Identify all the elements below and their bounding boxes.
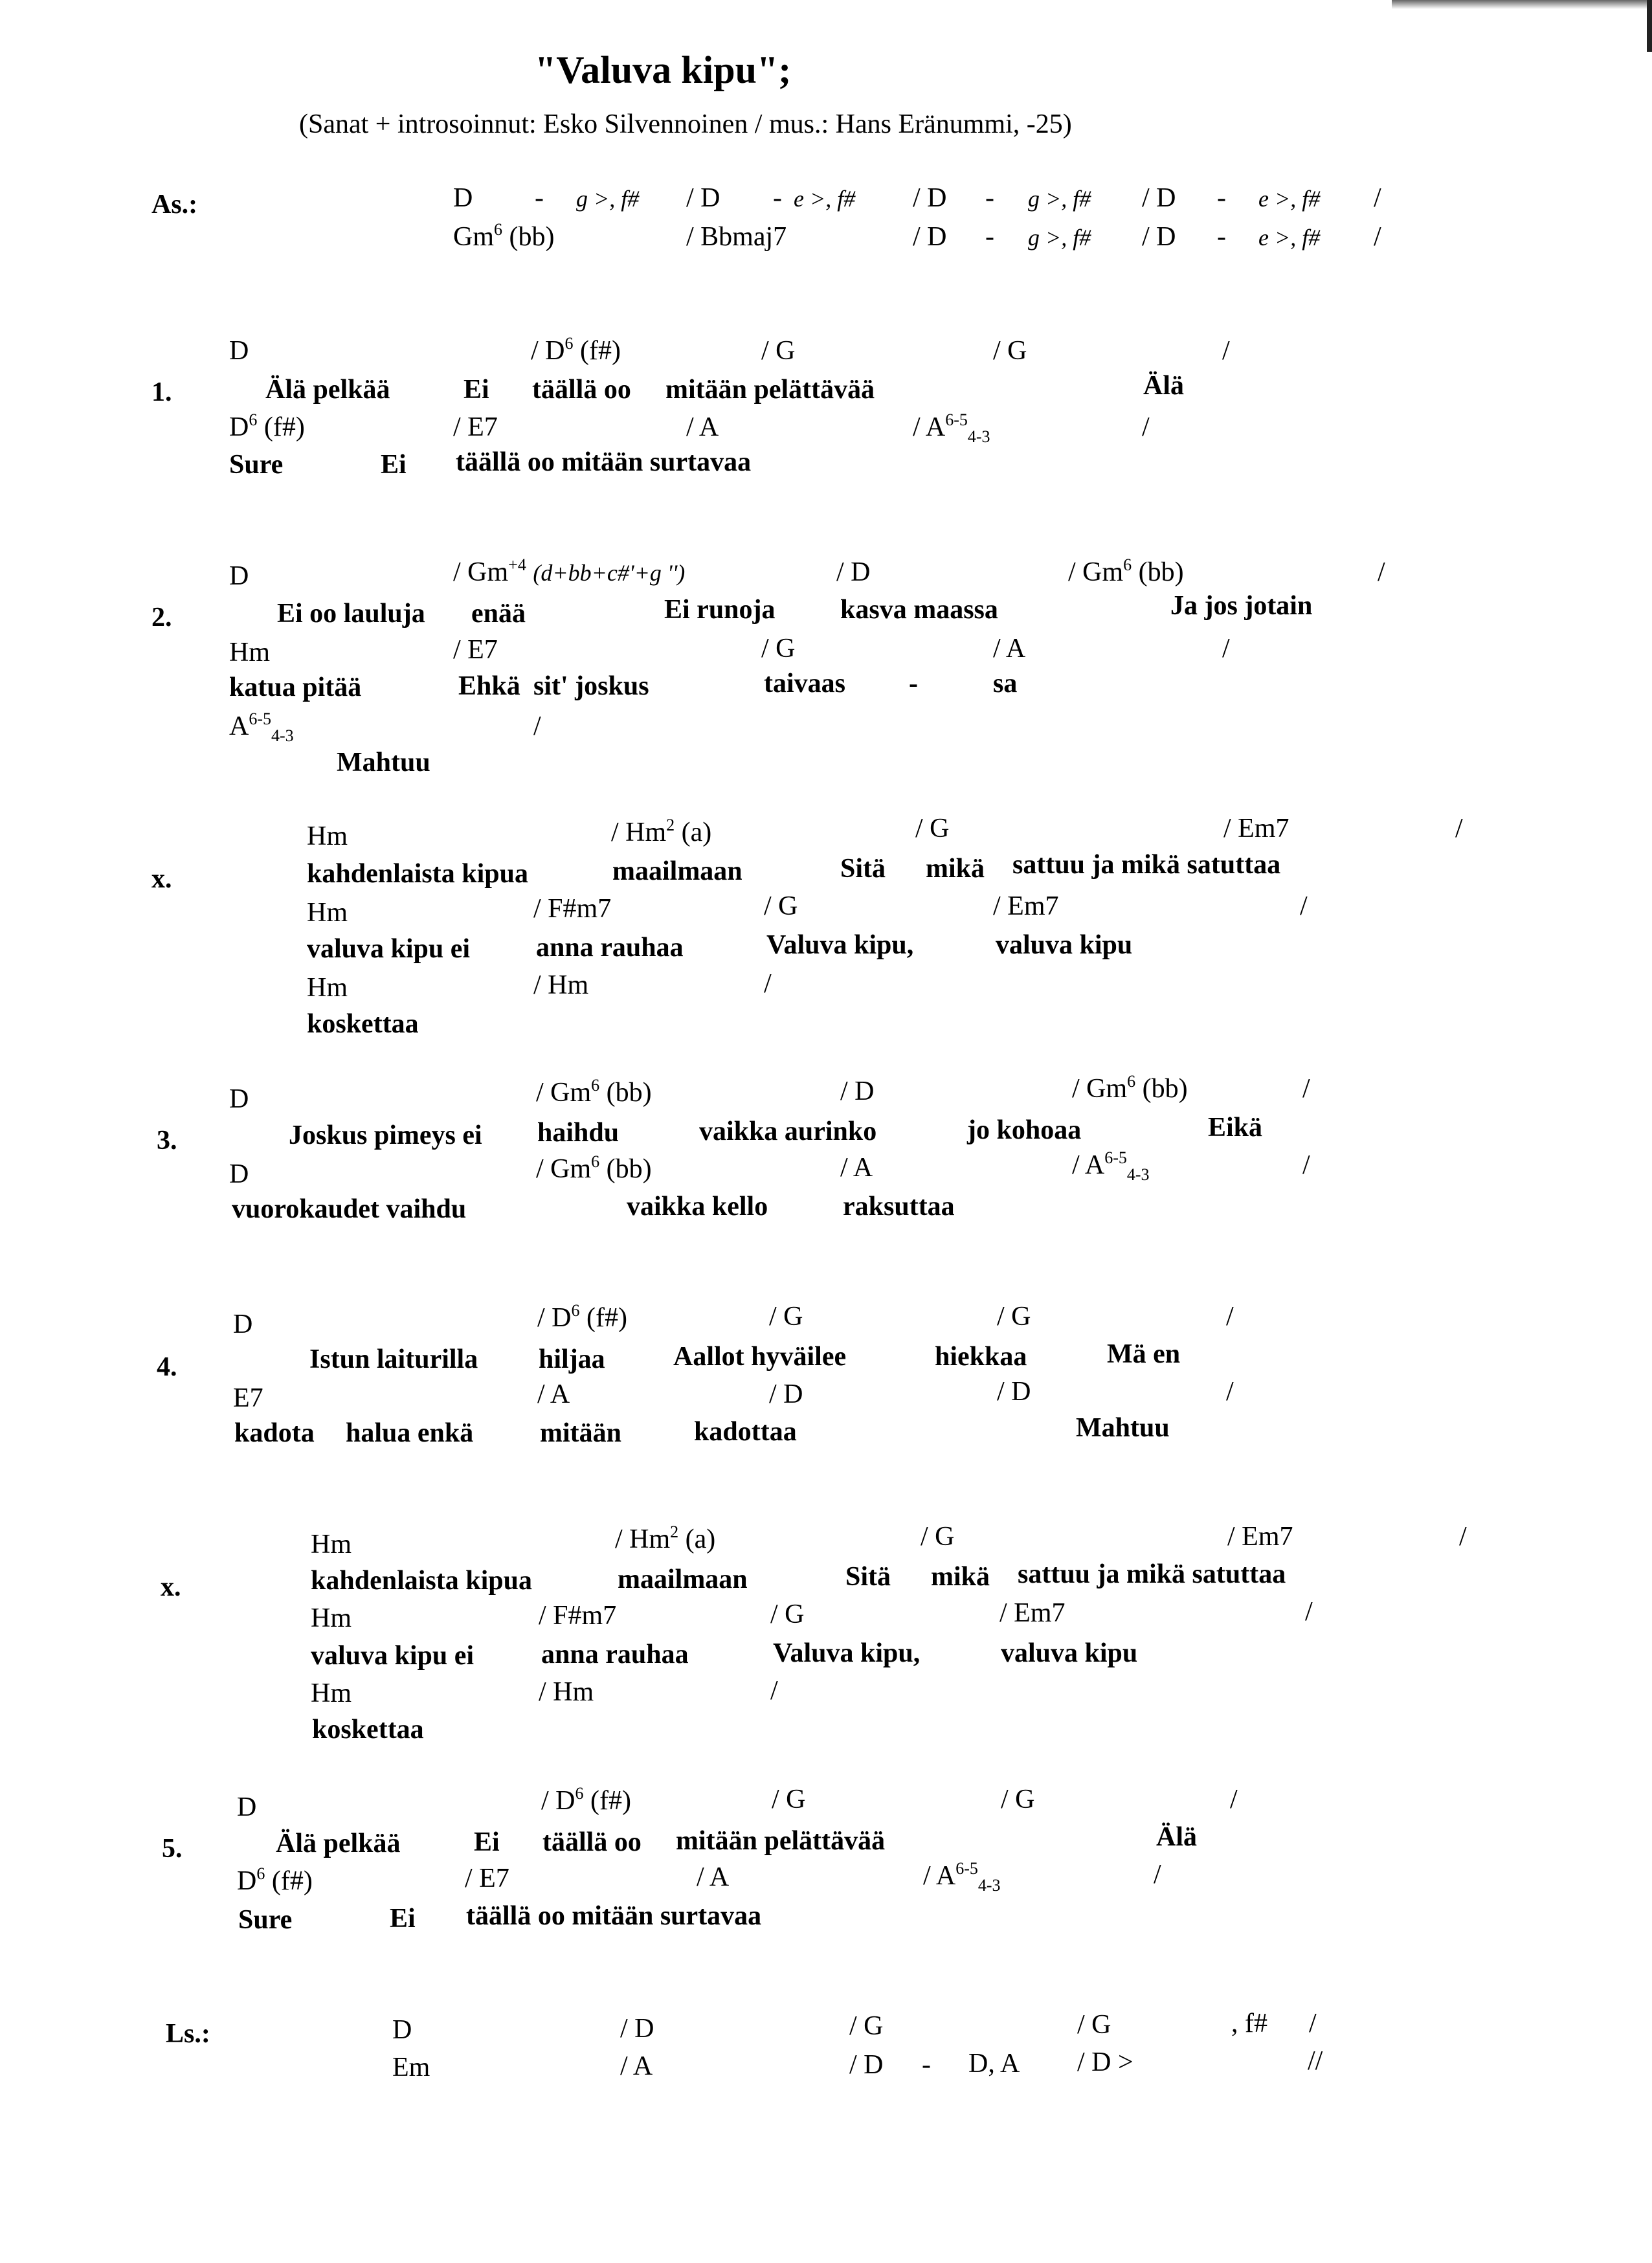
section-label-verse-5: 5.: [162, 1834, 183, 1864]
lyric: Istun laiturilla: [309, 1344, 478, 1374]
chord: / A: [537, 1379, 570, 1409]
lyric: valuva kipu ei: [311, 1641, 474, 1671]
lyric: raksuttaa: [843, 1192, 955, 1221]
chord: / D: [849, 2050, 884, 2080]
chord-line: g >, f#: [576, 186, 640, 212]
section-label-chorus: x.: [161, 1572, 181, 1602]
lyric: Ei: [381, 450, 407, 480]
chord: / E7: [465, 1864, 509, 1893]
chord-line: -: [985, 183, 994, 213]
chord: D: [229, 1159, 249, 1189]
chord-line: / Bbmaj7: [686, 222, 787, 252]
chord-line: / D: [686, 183, 720, 213]
chord: / G: [921, 1522, 955, 1552]
chord-line: /: [1374, 222, 1381, 252]
chord: / A: [840, 1153, 873, 1183]
section-label-outro: Ls.:: [166, 2019, 210, 2049]
chord: / G: [764, 891, 798, 921]
lyric: Mahtuu: [1076, 1413, 1170, 1443]
lyric: -: [909, 669, 918, 698]
lyric: kadota: [234, 1418, 315, 1448]
lyric: täällä oo mitään surtavaa: [466, 1901, 762, 1931]
chord: E7: [233, 1383, 263, 1413]
lyric: hiljaa: [539, 1344, 605, 1374]
chord-line: /: [1374, 183, 1381, 213]
lyric: anna rauhaa: [541, 1640, 689, 1669]
chord-a-sus: / $A^{6-5}_{4-3}$: [923, 1859, 1001, 1895]
lyric: sattuu ja mikä satuttaa: [1012, 850, 1281, 880]
chord: , f#: [1231, 2009, 1267, 2038]
chord: D: [233, 1310, 253, 1339]
chord: Hm: [311, 1603, 352, 1633]
lyric: Älä: [1156, 1822, 1197, 1852]
chord: /: [533, 711, 541, 741]
lyric: vuorokaudet vaihdu: [232, 1194, 467, 1224]
lyric: taivaas: [764, 669, 845, 698]
chord: D: [392, 2015, 412, 2045]
section-label-intro: As.:: [151, 190, 198, 219]
chord: /: [1455, 814, 1463, 843]
chord: /: [1459, 1522, 1467, 1552]
lyric: Ei: [390, 1904, 416, 1934]
lyric: Ja jos jotain: [1170, 591, 1313, 621]
lyric: Joskus pimeys ei: [289, 1120, 482, 1150]
chord-hm2: / Hm$^2$ (a): [615, 1522, 716, 1554]
song-title: "Valuva kipu";: [535, 49, 792, 91]
lyric: halua enkä: [346, 1418, 474, 1448]
chord-line: -: [1217, 183, 1226, 213]
chord: /: [770, 1676, 778, 1706]
chord: / Hm: [533, 970, 589, 1000]
chord-line: D: [453, 183, 473, 213]
chord: /: [1302, 1150, 1310, 1180]
lyric: Ei: [474, 1827, 500, 1857]
chord: / G: [997, 1302, 1031, 1332]
lyric: Ei runoja: [664, 595, 776, 625]
lyric: jo kohoaa: [967, 1115, 1082, 1145]
chord: /: [764, 969, 772, 999]
chord: / F#m7: [539, 1601, 617, 1631]
chord-line: / D: [913, 222, 947, 252]
chord: Em: [392, 2053, 430, 2082]
chord: / G: [770, 1600, 805, 1629]
chord-a-sus: / $A^{6-5}_{4-3}$: [913, 410, 990, 446]
lyric: sattuu ja mikä satuttaa: [1018, 1559, 1286, 1589]
chord: Hm: [311, 1678, 352, 1708]
lyric: mitään: [540, 1418, 621, 1448]
chord-line: e >, f#: [794, 186, 856, 212]
chord-d6: $D^6$ (f#): [237, 1864, 313, 1896]
chord: / Em7: [1227, 1522, 1293, 1552]
chord: /: [1226, 1302, 1234, 1332]
lyric: Mahtuu: [337, 748, 430, 777]
lyric: kahdenlaista kipua: [311, 1566, 532, 1596]
lyric: mikä: [931, 1562, 990, 1592]
lyric: anna rauhaa: [536, 933, 684, 963]
chord-line: -: [773, 183, 782, 213]
chord-line: / D: [1142, 222, 1176, 252]
chord: /: [1222, 336, 1230, 366]
chord: / D: [836, 557, 871, 587]
chord: / A: [686, 412, 719, 442]
chord: / G: [915, 814, 950, 843]
chord-gm6: / Gm$^6$ (bb): [536, 1076, 652, 1108]
lyric: Älä: [1143, 371, 1184, 401]
chord: //: [1308, 2046, 1323, 2076]
chord-line: e >, f#: [1258, 225, 1321, 251]
lyric: Mä en: [1107, 1339, 1181, 1369]
chord-line: -: [1217, 222, 1226, 252]
lyric: täällä oo: [532, 375, 631, 405]
chord: / G: [761, 634, 796, 663]
chord: / E7: [453, 412, 498, 442]
chord-line: g >, f#: [1028, 186, 1091, 212]
chord: Hm: [229, 638, 270, 667]
chord: /: [1154, 1860, 1161, 1890]
song-credits: (Sanat + introsoinnut: Esko Silvennoinen / mus.: Hans Eränummi, -25): [299, 109, 1072, 139]
chord: / G: [993, 336, 1027, 366]
chord: / G: [769, 1302, 803, 1332]
lyric: maailmaan: [612, 856, 742, 886]
lyric: Ei: [463, 375, 489, 405]
lyric: mitään pelättävää: [665, 375, 875, 405]
chord: / G: [849, 2011, 884, 2041]
chord: Hm: [307, 973, 348, 1003]
chord: / Hm: [539, 1677, 594, 1707]
lyric: mitään pelättävää: [676, 1826, 886, 1856]
chord: D: [229, 336, 249, 366]
lyric: Sure: [229, 450, 284, 480]
lyric: maailmaan: [618, 1565, 748, 1594]
section-label-verse-4: 4.: [157, 1352, 177, 1382]
chord-line: -: [535, 183, 544, 213]
chord-gm6: Gm$^6$ (bb): [453, 220, 555, 252]
lyric: koskettaa: [307, 1009, 419, 1039]
chord: / A: [697, 1862, 730, 1892]
lyric: valuva kipu ei: [307, 934, 471, 964]
chord-gm6: / Gm$^6$ (bb): [536, 1152, 652, 1184]
chord: / D: [997, 1377, 1031, 1407]
chord: /: [1226, 1377, 1234, 1407]
chord: / G: [772, 1785, 806, 1814]
chord: Hm: [311, 1530, 352, 1559]
chord: / D: [620, 2014, 654, 2044]
section-label-chorus: x.: [151, 864, 172, 894]
lyric: kahdenlaista kipua: [307, 859, 528, 889]
lyric: vaikka kello: [627, 1192, 768, 1221]
lyric: Älä pelkää: [276, 1829, 401, 1858]
chord: -: [922, 2050, 931, 2080]
chord: / A: [620, 2051, 653, 2081]
section-label-verse-1: 1.: [151, 377, 172, 407]
chord: D, A: [968, 2049, 1020, 2079]
lyric: katua pitää: [229, 673, 362, 702]
chord-hm2: / Hm$^2$ (a): [611, 816, 712, 847]
lyric: Ehkä: [458, 671, 520, 701]
chord: / D: [769, 1379, 803, 1409]
lyric: Sitä: [840, 854, 886, 884]
lyric: Aallot hyväilee: [673, 1342, 847, 1372]
chord: Hm: [307, 821, 348, 851]
lyric: Valuva kipu,: [773, 1638, 921, 1668]
chord: /: [1309, 2009, 1317, 2038]
chord: / D: [840, 1076, 875, 1106]
chord-d6: / $D^6$ (f#): [537, 1301, 627, 1333]
lyric: sit' joskus: [533, 671, 649, 701]
lyric: haihdu: [537, 1118, 620, 1148]
lyric: valuva kipu: [996, 930, 1133, 960]
chord: /: [1302, 1074, 1310, 1104]
chord-gm6: / Gm$^6$ (bb): [1068, 555, 1184, 587]
chord-line: / D: [913, 183, 947, 213]
chord-line: / D: [1142, 183, 1176, 213]
chord-line: g >, f#: [1028, 225, 1091, 251]
lyric: Valuva kipu,: [766, 930, 914, 960]
chord: D: [229, 561, 249, 591]
chord-line: -: [985, 222, 994, 252]
chord: D: [229, 1084, 249, 1114]
chord: / G: [1077, 2010, 1111, 2040]
chord: / F#m7: [533, 894, 612, 924]
chord-d6: $D^6$ (f#): [229, 410, 305, 442]
chord: / Em7: [1223, 814, 1289, 843]
lyric: täällä oo: [542, 1827, 642, 1857]
lyric: kasva maassa: [840, 595, 998, 625]
chord: / A: [993, 634, 1026, 663]
chord-gm-alt: / $Gm^{+4}$ (d+bb+c#'+g ''): [453, 555, 686, 587]
section-label-verse-2: 2.: [151, 603, 172, 632]
chord: /: [1305, 1597, 1313, 1627]
lyric: Älä pelkää: [265, 375, 390, 405]
lyric: vaikka aurinko: [699, 1117, 877, 1146]
lyric: Sitä: [845, 1562, 891, 1592]
chord: / G: [761, 336, 796, 366]
lyric: Eikä: [1208, 1113, 1263, 1143]
lyric: valuva kipu: [1001, 1638, 1138, 1668]
chord: Hm: [307, 898, 348, 928]
chord: /: [1222, 634, 1230, 663]
chord: /: [1142, 412, 1150, 442]
scan-edge-top: [1392, 0, 1652, 9]
chord: / G: [1001, 1785, 1035, 1814]
lyric: sa: [993, 669, 1018, 698]
chord: / Em7: [993, 891, 1059, 921]
lyric: mikä: [926, 854, 985, 884]
chord: / E7: [453, 635, 498, 665]
chord: D: [237, 1792, 257, 1822]
chord-line: e >, f#: [1258, 186, 1321, 212]
chord-a-sus: $A^{6-5}_{4-3}$: [229, 709, 294, 745]
chord-d6: / $D^6$ (f#): [531, 334, 621, 366]
chord: / Em7: [999, 1598, 1066, 1628]
chord: /: [1378, 557, 1385, 587]
chord: /: [1300, 891, 1308, 921]
scan-edge-right: [1647, 0, 1652, 52]
chord-d6: / $D^6$ (f#): [541, 1784, 631, 1816]
section-label-verse-3: 3.: [157, 1126, 177, 1155]
chord: /: [1230, 1785, 1238, 1814]
lyric: kadottaa: [694, 1417, 797, 1447]
chord-gm6: / Gm$^6$ (bb): [1072, 1072, 1188, 1104]
lyric: täällä oo mitään surtavaa: [456, 447, 752, 477]
lyric: enää: [471, 599, 526, 629]
lyric: Sure: [238, 1905, 293, 1935]
lyric: koskettaa: [312, 1715, 424, 1745]
chord-a-sus: / $A^{6-5}_{4-3}$: [1072, 1148, 1150, 1184]
chord: / D >: [1077, 2047, 1133, 2077]
lyric: Ei oo lauluja: [277, 599, 425, 629]
lyric: hiekkaa: [935, 1342, 1027, 1372]
